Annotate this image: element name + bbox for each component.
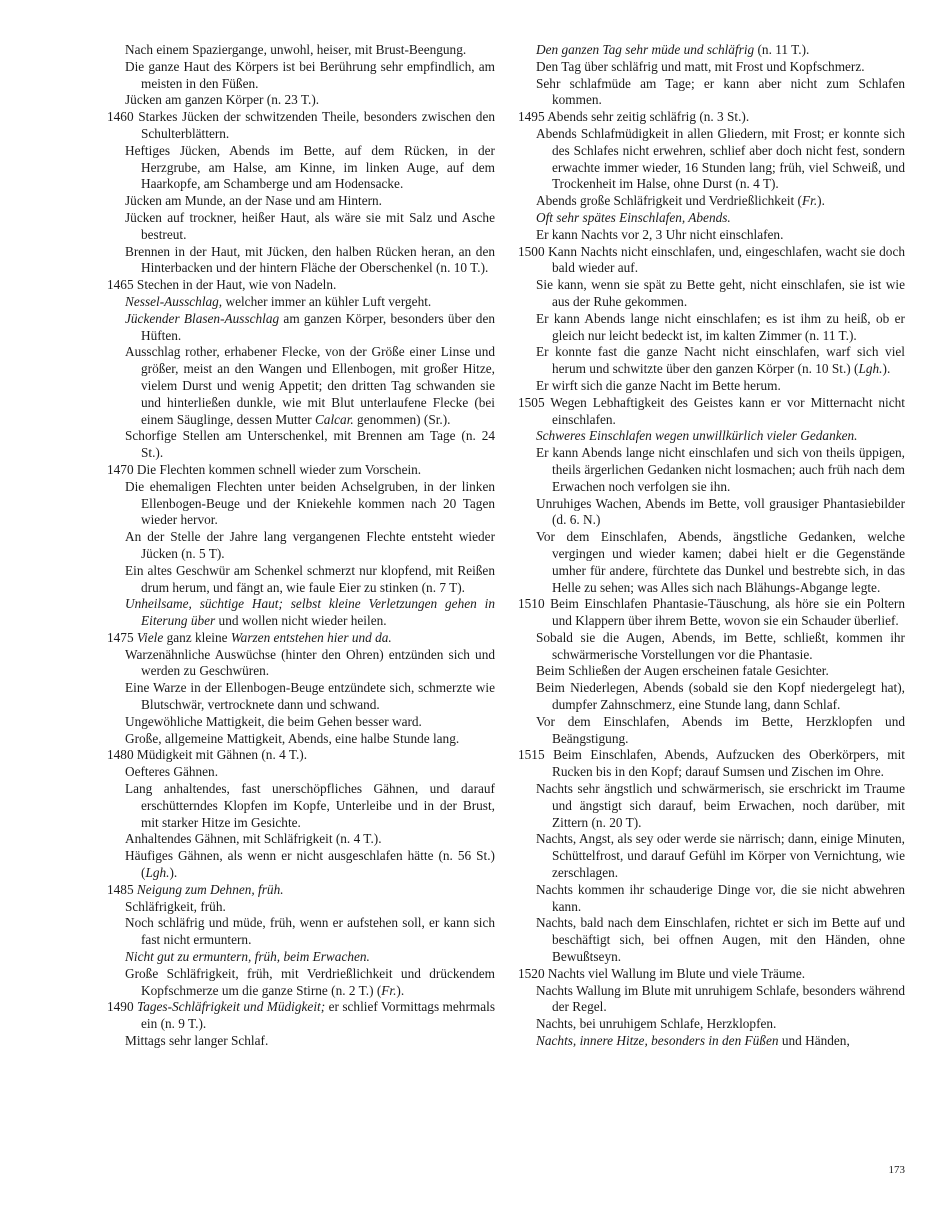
entry-text: Beim Einschlafen, Abends, Aufzucken des Oberkörpers, mit Rucken bis in den Kopf; darauf Sumsen und Zischen im Ohre. (552, 747, 905, 780)
symptom-entry (518, 428, 905, 445)
symptom-entry (518, 227, 905, 244)
entry-text: genommen) (Sr.). (353, 411, 451, 427)
entry-text: ). (169, 865, 178, 881)
symptom-entry (107, 344, 495, 428)
italic-text: Calcar. (314, 411, 354, 427)
symptom-entry (107, 596, 495, 630)
entry-number: 1495 (518, 109, 545, 125)
symptom-entry (518, 344, 905, 378)
entry-text: Nachts, bald nach dem Einschlafen, richtet er sich im Bette auf und beschäftigt sich, bei offnen Augen, mit den Händen, ohne Bewußtseyn. (536, 915, 905, 965)
italic-text: Nessel-Ausschlag, (125, 293, 223, 309)
entry-text: Abends sehr zeitig schläfrig (n. 3 St.). (547, 109, 750, 125)
entry-number: 1465 (107, 277, 134, 293)
italic-text: Schweres Einschlafen wegen unwillkürlich vieler Gedanken. (536, 428, 858, 444)
italic-text: Neigung zum Dehnen, früh. (136, 881, 284, 897)
symptom-entry (107, 848, 495, 882)
symptom-entry-1495 (518, 109, 905, 126)
right-column (518, 42, 905, 1050)
symptom-entry-1500 (518, 244, 905, 278)
symptom-entry (518, 193, 905, 210)
symptom-entry (518, 983, 905, 1017)
entry-text: Er wirft sich die ganze Nacht im Bette herum. (536, 377, 781, 393)
entry-text: Den Tag über schläfrig und matt, mit Frost und Kopfschmerz. (536, 58, 865, 74)
entry-text: ). (817, 193, 825, 209)
italic-text: Fr. (802, 193, 818, 209)
symptom-entry (107, 92, 495, 109)
symptom-entry (518, 882, 905, 916)
entry-text: Stechen in der Haut, wie von Nadeln. (136, 277, 337, 293)
entry-text: Er konnte fast die ganze Nacht nicht einschlafen, warf sich viel herum und schwitzte über den ganzen Körper (n. 10 St.) ( (536, 344, 905, 377)
symptom-entry-1475 (107, 630, 495, 647)
symptom-entry (107, 529, 495, 563)
entry-text: Nach einem Spaziergange, unwohl, heiser, mit Brust-Beengung. (125, 42, 467, 57)
entry-number: 1490 (107, 999, 134, 1015)
symptom-entry (107, 1033, 495, 1050)
symptom-entry (518, 915, 905, 965)
entry-text: Nachts, Angst, als sey oder werde sie närrisch; dann, einige Minuten, Schüttelfrost, und darauf Gefühl im Körper von Vernichtung, wie zerschlagen. (536, 831, 905, 881)
italic-text: Tages-Schläfrigkeit und Müdigkeit; (137, 999, 326, 1015)
entry-text: welcher immer an kühler Luft vergeht. (222, 293, 432, 309)
entry-text: Mittags sehr langer Schlaf. (125, 1033, 269, 1049)
entry-number: 1460 (107, 109, 134, 125)
symptom-entry (518, 714, 905, 748)
italic-text: Lgh. (858, 361, 883, 377)
entry-text: und Händen, (778, 1033, 850, 1049)
symptom-entry (107, 949, 495, 966)
entry-text: Ausschlag rother, erhabener Flecke, von der Größe einer Linse und größer, meist an den Wangen und Ellenbogen, mit großer Hitze, vielem Durst und wenig Appetit; den dritten Tag schwanden sie und hinterließen dunkle, wie mit Blut unterlaufene Flecke (bei einem Säuglinge, dessen Mutter (125, 344, 495, 427)
symptom-entry (107, 59, 495, 93)
entry-text: Er kann Abends lange nicht einschlafen; es ist ihm zu heiß, ob er gleich nur leicht bedeckt ist, im kalten Zimmer (n. 11 T.). (536, 310, 905, 343)
symptom-entry (107, 915, 495, 949)
entry-text: Warzenähnliche Auswüchse (hinter den Ohren) entzünden sich und werden zu Geschwüren. (125, 646, 495, 679)
entry-text: Unruhiges Wachen, Abends im Bette, voll grausiger Phantasiebilder (d. 6. N.) (536, 495, 905, 528)
entry-number: 1510 (518, 596, 545, 612)
entry-text: am ganzen Körper, besonders über den Hüften. (141, 310, 496, 343)
italic-text: Nachts, innere Hitze, besonders in den Füßen (536, 1033, 779, 1049)
symptom-entry (107, 42, 495, 59)
symptom-entry-1485 (107, 882, 495, 899)
entry-text: Sobald sie die Augen, Abends, im Bette, schließt, kommen ihr schwärmerische Vorstellungen vor die Phantasie. (536, 629, 905, 662)
entry-text: Beim Einschlafen Phantasie-Täuschung, als höre sie ein Poltern und Klappern über ihrem Bette, wovon sie ein Schauder überlief. (550, 596, 905, 629)
entry-text: Die ganze Haut des Körpers ist bei Berührung sehr empfindlich, am meisten in den Füßen. (125, 58, 495, 91)
symptom-entry (107, 563, 495, 597)
symptom-entry (107, 143, 495, 193)
symptom-entry (518, 210, 905, 227)
symptom-entry-1490 (107, 999, 495, 1033)
symptom-entry (107, 899, 495, 916)
entry-text: Schläfrigkeit, früh. (125, 898, 226, 914)
left-column (107, 42, 495, 1050)
symptom-entry (107, 764, 495, 781)
entry-text: Er kann Abends lange nicht einschlafen und sich von theils üppigen, theils ärgerlichen Gedanken nicht losmachen; auch früh nach dem Erwachen noch verfolgen sie ihn. (536, 445, 905, 494)
symptom-entry (107, 680, 495, 714)
italic-text: Jückender Blasen-Ausschlag (125, 310, 280, 326)
italic-text: Unheilsame, süchtige Haut; selbst kleine Verletzungen gehen in Eiterung über (125, 596, 495, 629)
entry-number: 1505 (518, 394, 545, 410)
entry-text: und wollen nicht wieder heilen. (215, 613, 387, 629)
symptom-entry (107, 714, 495, 731)
italic-text: Fr. (381, 982, 397, 998)
symptom-entry (518, 831, 905, 881)
symptom-entry (518, 630, 905, 664)
italic-text: Nicht gut zu ermuntern, früh, beim Erwachen. (125, 949, 370, 965)
symptom-entry (107, 479, 495, 529)
entry-text: Jücken am ganzen Körper (n. 23 T.). (125, 92, 320, 108)
symptom-entry (518, 126, 905, 193)
entry-text: Nachts sehr ängstlich und schwärmerisch, sie erschrickt im Traume und ängstigt sich darauf, beim Erwachen, noch darüber, mit Zittern (n. 20 T). (536, 781, 905, 830)
symptom-entry-1505 (518, 395, 905, 429)
entry-text: Lang anhaltendes, fast unerschöpfliches Gähnen, und darauf erschütterndes Klopfen im Kopfe, Unterleibe und in der Brust, mit starker Hitze im Gesichte. (125, 781, 495, 830)
symptom-entry (107, 731, 495, 748)
symptom-entry (518, 76, 905, 110)
entry-text: Nachts, bei unruhigem Schlafe, Herzklopfen. (536, 1016, 777, 1032)
entry-text: Kann Nachts nicht einschlafen, und, eingeschlafen, wacht sie doch bald wieder auf. (548, 243, 905, 276)
italic-text: Warzen entstehen hier und da. (230, 629, 392, 645)
entry-number: 1485 (107, 881, 134, 897)
symptom-entry-1510 (518, 596, 905, 630)
entry-number: 1515 (518, 747, 545, 763)
entry-text: ). (882, 361, 891, 377)
symptom-entry (107, 311, 495, 345)
symptom-entry-1465 (107, 277, 495, 294)
symptom-entry (107, 966, 495, 1000)
entry-text: Große, allgemeine Mattigkeit, Abends, eine halbe Stunde lang. (125, 730, 460, 746)
entry-text: An der Stelle der Jahre lang vergangenen Flechte entsteht wieder Jücken (n. 5 T). (125, 529, 495, 561)
italic-text: Oft sehr spätes Einschlafen, Abends. (536, 209, 731, 225)
entry-text: Jücken auf trockner, heißer Haut, als wäre sie mit Salz und Asche bestreut. (125, 209, 495, 242)
entry-text: Ein altes Geschwür am Schenkel schmerzt nur klopfend, mit Reißen drum herum, und fängt an, wie faule Eier zu stinken (n. 7 T). (125, 562, 495, 595)
entry-text: Brennen in der Haut, mit Jücken, den halben Rücken heran, an den Hinterbacken und der hintern Fläche der Oberschenkel (n. 10 T.). (125, 243, 495, 276)
symptom-entry (518, 311, 905, 345)
entry-text: Die ehemaligen Flechten unter beiden Achselgruben, in der linken Ellenbogen-Beuge und der Kniekehle kommen nach 20 Tagen wieder hervor. (125, 478, 495, 528)
symptom-entry (518, 663, 905, 680)
symptom-entry (107, 244, 495, 278)
entry-text: Häufiges Gähnen, als wenn er nicht ausgeschlafen hätte (n. 56 St.) ( (125, 848, 495, 881)
symptom-entry (518, 59, 905, 76)
symptom-entry (107, 831, 495, 848)
entry-number: 1480 (107, 747, 134, 763)
entry-text: Nachts kommen ihr schauderige Dinge vor, die sie nicht abwehren kann. (536, 881, 905, 914)
symptom-entry-1470 (107, 462, 495, 479)
entry-text: Heftiges Jücken, Abends im Bette, auf dem Rücken, in der Herzgrube, am Halse, am Kinne, im linken Auge, auf dem Haarkopfe, am Schamberge und am Hodensacke. (125, 142, 495, 192)
entry-number: 1470 (107, 461, 134, 477)
italic-text: Viele (136, 629, 164, 645)
entry-text: Oefteres Gähnen. (125, 764, 219, 780)
entry-number: 1520 (518, 965, 545, 981)
symptom-entry (107, 781, 495, 831)
entry-text: Starkes Jücken der schwitzenden Theile, besonders zwischen den Schulterblättern. (138, 109, 495, 141)
entry-text: Anhaltendes Gähnen, mit Schläfrigkeit (n. 4 T.). (125, 831, 382, 847)
symptom-entry-1480 (107, 747, 495, 764)
symptom-entry (107, 193, 495, 210)
symptom-entry (518, 42, 905, 59)
entry-text: Vor dem Einschlafen, Abends im Bette, Herzklopfen und Beängstigung. (536, 713, 905, 746)
entry-text: Beim Niederlegen, Abends (sobald sie den Kopf niedergelegt hat), dumpfer Zahnschmerz, eine Stunde lang, dann Schlaf. (536, 680, 905, 713)
entry-text: Große Schläfrigkeit, früh, mit Verdrießlichkeit und drückendem Kopfschmerze um die ganze Stirne (n. 2 T.) ( (125, 965, 495, 998)
entry-text: Vor dem Einschlafen, Abends, ängstliche Gedanken, welche vergingen und wieder kamen; dabei hielt er die Gegenstände umher für andere, fürchtete das Dunkel und bestrebte sich, in das Helle zu sehen; was Alles sich nach Blähungs-Abgange legte. (536, 529, 905, 595)
page-number: 173 (888, 1164, 905, 1176)
entry-text: Nachts Wallung im Blute mit unruhigem Schlafe, besonders während der Regel. (536, 982, 905, 1015)
symptom-entry (107, 647, 495, 681)
symptom-entry (107, 294, 495, 311)
entry-text: Er kann Nachts vor 2, 3 Uhr nicht einschlafen. (536, 226, 784, 242)
italic-text: Lgh. (145, 865, 170, 881)
symptom-entry (518, 680, 905, 714)
symptom-entry (518, 529, 905, 596)
entry-text: Noch schläfrig und müde, früh, wenn er aufstehen soll, er kann sich fast nicht ermuntern. (125, 915, 495, 948)
entry-text: Ungewöhliche Mattigkeit, die beim Gehen besser ward. (125, 713, 422, 729)
entry-text: Jücken am Munde, an der Nase und am Hintern. (125, 193, 382, 209)
entry-text: Schorfige Stellen am Unterschenkel, mit Brennen am Tage (n. 24 St.). (125, 428, 495, 461)
symptom-entry (107, 210, 495, 244)
entry-text: Eine Warze in der Ellenbogen-Beuge entzündete sich, schmerzte wie Blutschwär, vertrocknete dann und schwand. (125, 680, 495, 713)
entry-text: Abends große Schläfrigkeit und Verdrießlichkeit ( (536, 193, 802, 209)
entry-text: ganz kleine (163, 629, 231, 645)
symptom-entry-1460 (107, 109, 495, 143)
symptom-entry (518, 277, 905, 311)
entry-text: (n. 11 T.). (754, 42, 810, 57)
symptom-entry (518, 1016, 905, 1033)
symptom-entry (518, 378, 905, 395)
symptom-entry (107, 428, 495, 462)
symptom-entry (518, 781, 905, 831)
entry-text: Müdigkeit mit Gähnen (n. 4 T.). (136, 747, 308, 763)
entry-text: er schlief Vormittags mehrmals ein (n. 9 T.). (141, 999, 495, 1032)
symptom-entry (518, 496, 905, 530)
symptom-entry (518, 1033, 905, 1050)
symptom-entry (518, 445, 905, 495)
entry-text: Sie kann, wenn sie spät zu Bette geht, nicht einschlafen, sie ist wie aus der Ruhe gekommen. (536, 277, 905, 309)
symptom-entry-1515 (518, 747, 905, 781)
entry-text: Die Flechten kommen schnell wieder zum Vorschein. (136, 461, 422, 477)
entry-text: Nachts viel Wallung im Blute und viele Träume. (547, 965, 806, 981)
entry-number: 1500 (518, 243, 545, 259)
entry-number: 1475 (107, 629, 134, 645)
entry-text: ). (396, 982, 405, 998)
entry-text: Wegen Lebhaftigkeit des Geistes kann er vor Mitternacht nicht einschlafen. (550, 394, 905, 427)
entry-text: Beim Schließen der Augen erscheinen fatale Gesichter. (536, 663, 829, 679)
entry-text: Sehr schlafmüde am Tage; er kann aber nicht zum Schlafen kommen. (536, 75, 905, 108)
symptom-entry-1520 (518, 966, 905, 983)
entry-text: Abends Schlafmüdigkeit in allen Gliedern, mit Frost; er konnte sich des Schlafes nicht erwehren, schlief aber doch nicht fest, sondern erwachte immer wieder, 16 Stunden lang; früh, viel Schweiß, und Trockenheit im Halse, ohne Durst (n. 4 T). (536, 125, 905, 192)
italic-text: Den ganzen Tag sehr müde und schläfrig (536, 42, 755, 57)
